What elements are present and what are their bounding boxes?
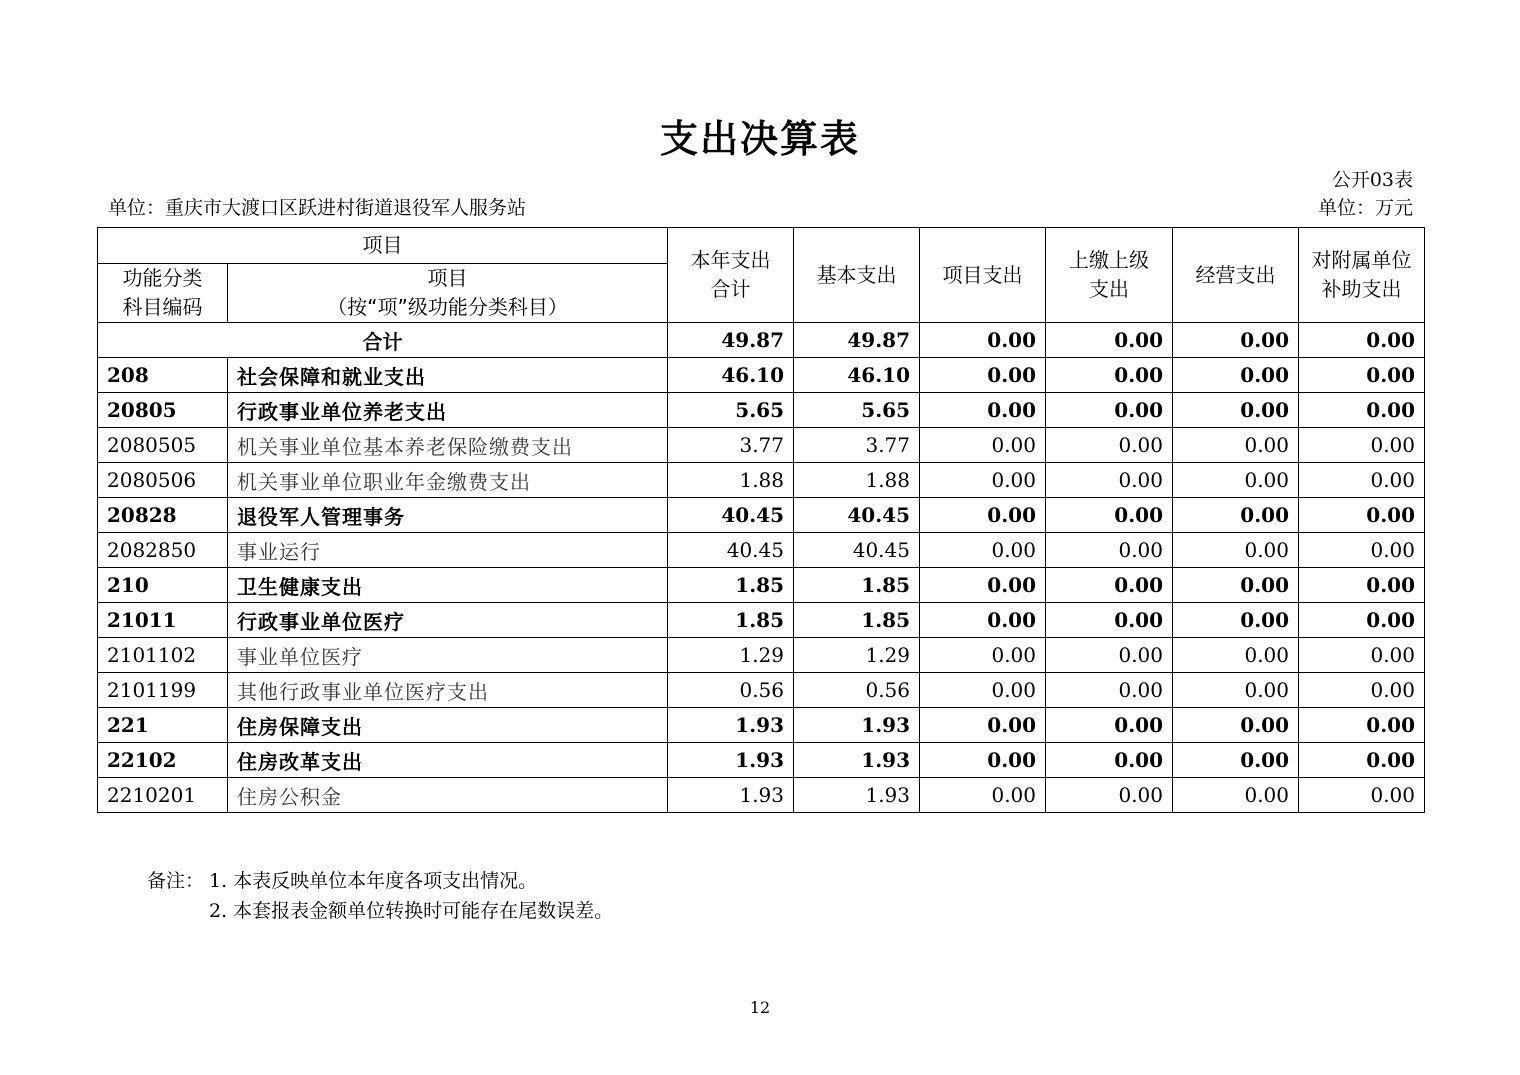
row-value: 0.00 — [1173, 358, 1299, 393]
table-row — [98, 463, 1425, 498]
header-upper: 上缴上级 支出 — [1046, 228, 1173, 323]
note-item: 1. 本表反映单位本年度各项支出情况。 — [209, 870, 538, 892]
row-name: 住房改革支出 — [228, 743, 668, 778]
total-value: 0.00 — [1173, 323, 1299, 358]
row-code: 20805 — [98, 393, 228, 428]
row-value: 1.85 — [668, 603, 794, 638]
row-value: 0.00 — [920, 743, 1046, 778]
row-value: 1.93 — [668, 778, 794, 813]
note-item: 2. 本套报表金额单位转换时可能存在尾数误差。 — [209, 900, 614, 922]
row-value: 0.00 — [1299, 708, 1425, 743]
row-code: 208 — [98, 358, 228, 393]
row-value: 0.00 — [1046, 463, 1173, 498]
row-value: 0.00 — [920, 603, 1046, 638]
row-value: 0.00 — [1299, 358, 1425, 393]
row-value: 0.00 — [920, 778, 1046, 813]
row-value: 40.45 — [668, 533, 794, 568]
row-value: 5.65 — [668, 393, 794, 428]
row-value: 0.00 — [1046, 638, 1173, 673]
row-value: 0.00 — [1173, 673, 1299, 708]
row-value: 0.00 — [920, 358, 1046, 393]
row-value: 0.00 — [920, 638, 1046, 673]
row-value: 0.00 — [1173, 603, 1299, 638]
row-value: 0.00 — [1173, 393, 1299, 428]
row-name: 其他行政事业单位医疗支出 — [228, 673, 668, 708]
row-value: 0.00 — [1299, 498, 1425, 533]
row-value: 0.00 — [1046, 673, 1173, 708]
row-value: 0.00 — [920, 673, 1046, 708]
row-value: 1.93 — [794, 743, 920, 778]
expenditure-table — [97, 227, 1425, 813]
row-name: 事业单位医疗 — [228, 638, 668, 673]
row-value: 0.00 — [1173, 533, 1299, 568]
row-value: 0.00 — [1173, 568, 1299, 603]
header-subsidy: 对附属单位 补助支出 — [1299, 228, 1425, 323]
row-value: 0.00 — [1173, 428, 1299, 463]
row-value: 0.00 — [1046, 568, 1173, 603]
row-value: 1.85 — [794, 603, 920, 638]
row-value: 1.85 — [794, 568, 920, 603]
header-business: 经营支出 — [1173, 228, 1299, 323]
row-value: 0.00 — [920, 533, 1046, 568]
row-value: 0.00 — [920, 463, 1046, 498]
total-value: 49.87 — [668, 323, 794, 358]
row-code: 2080506 — [98, 463, 228, 498]
header-name: 项目 （按“项”级功能分类科目） — [228, 264, 668, 323]
row-value: 0.00 — [1046, 533, 1173, 568]
row-value: 0.00 — [1046, 603, 1173, 638]
row-code: 210 — [98, 568, 228, 603]
row-value: 0.00 — [1046, 498, 1173, 533]
row-value: 0.00 — [1046, 393, 1173, 428]
row-code: 2080505 — [98, 428, 228, 463]
row-value: 0.00 — [1299, 533, 1425, 568]
header-total: 本年支出 合计 — [668, 228, 794, 323]
table-row — [98, 638, 1425, 673]
row-value: 0.00 — [1046, 708, 1173, 743]
row-name: 社会保障和就业支出 — [228, 358, 668, 393]
row-value: 0.00 — [1299, 568, 1425, 603]
row-name: 行政事业单位医疗 — [228, 603, 668, 638]
page-number: 12 — [749, 998, 771, 1017]
row-value: 5.65 — [794, 393, 920, 428]
row-value: 0.00 — [1173, 708, 1299, 743]
row-value: 0.00 — [920, 498, 1046, 533]
notes-label: 备注： — [147, 870, 205, 892]
row-value: 0.00 — [1046, 743, 1173, 778]
row-code: 20828 — [98, 498, 228, 533]
row-name: 行政事业单位养老支出 — [228, 393, 668, 428]
row-value: 0.00 — [1299, 638, 1425, 673]
row-value: 0.00 — [1299, 743, 1425, 778]
row-value: 1.88 — [668, 463, 794, 498]
total-label: 合计 — [98, 323, 668, 358]
row-name: 住房公积金 — [228, 778, 668, 813]
row-value: 0.00 — [1173, 463, 1299, 498]
row-value: 40.45 — [668, 498, 794, 533]
row-value: 0.00 — [1299, 428, 1425, 463]
row-value: 3.77 — [668, 428, 794, 463]
total-value: 0.00 — [1299, 323, 1425, 358]
row-name: 卫生健康支出 — [228, 568, 668, 603]
table-row — [98, 673, 1425, 708]
row-value: 0.00 — [920, 393, 1046, 428]
total-value: 49.87 — [794, 323, 920, 358]
row-value: 0.00 — [920, 428, 1046, 463]
table-row — [98, 393, 1425, 428]
row-name: 退役军人管理事务 — [228, 498, 668, 533]
row-value: 0.00 — [1299, 393, 1425, 428]
row-value: 0.56 — [668, 673, 794, 708]
row-code: 2101102 — [98, 638, 228, 673]
table-row — [98, 708, 1425, 743]
table-row — [98, 428, 1425, 463]
row-value: 0.00 — [920, 568, 1046, 603]
row-value: 1.85 — [668, 568, 794, 603]
row-value: 40.45 — [794, 498, 920, 533]
row-value: 0.00 — [1299, 603, 1425, 638]
table-row — [98, 358, 1425, 393]
page-title: 支出决算表 — [659, 117, 860, 161]
row-value: 1.93 — [794, 778, 920, 813]
unit-organization: 单位：重庆市大渡口区跃进村街道退役军人服务站 — [108, 197, 527, 219]
form-number: 公开03表 — [1331, 169, 1413, 191]
table-row — [98, 743, 1425, 778]
table-row — [98, 498, 1425, 533]
row-value: 0.00 — [1299, 778, 1425, 813]
row-value: 1.93 — [668, 743, 794, 778]
row-value: 1.29 — [668, 638, 794, 673]
total-row — [98, 323, 1425, 358]
header-item-group: 项目 — [98, 228, 668, 264]
row-value: 0.00 — [1299, 673, 1425, 708]
row-name: 机关事业单位基本养老保险缴费支出 — [228, 428, 668, 463]
row-value: 0.00 — [1046, 358, 1173, 393]
row-value: 46.10 — [668, 358, 794, 393]
row-value: 0.00 — [1046, 778, 1173, 813]
row-value: 0.00 — [1173, 778, 1299, 813]
row-value: 0.00 — [1299, 463, 1425, 498]
row-value: 0.00 — [1173, 498, 1299, 533]
row-value: 0.00 — [1173, 743, 1299, 778]
row-value: 0.00 — [1173, 638, 1299, 673]
table-row — [98, 603, 1425, 638]
row-code: 21011 — [98, 603, 228, 638]
notes — [147, 866, 613, 926]
row-code: 2101199 — [98, 673, 228, 708]
row-value: 1.29 — [794, 638, 920, 673]
row-value: 0.00 — [1046, 428, 1173, 463]
header-basic: 基本支出 — [794, 228, 920, 323]
total-value: 0.00 — [1046, 323, 1173, 358]
table-row — [98, 568, 1425, 603]
row-value: 0.56 — [794, 673, 920, 708]
row-code: 2210201 — [98, 778, 228, 813]
row-value: 40.45 — [794, 533, 920, 568]
row-value: 0.00 — [920, 708, 1046, 743]
header-project: 项目支出 — [920, 228, 1046, 323]
row-value: 1.88 — [794, 463, 920, 498]
header-code: 功能分类 科目编码 — [98, 264, 228, 323]
row-name: 事业运行 — [228, 533, 668, 568]
row-name: 机关事业单位职业年金缴费支出 — [228, 463, 668, 498]
total-value: 0.00 — [920, 323, 1046, 358]
row-value: 46.10 — [794, 358, 920, 393]
table-row — [98, 778, 1425, 813]
row-code: 221 — [98, 708, 228, 743]
row-code: 2082850 — [98, 533, 228, 568]
row-value: 3.77 — [794, 428, 920, 463]
row-name: 住房保障支出 — [228, 708, 668, 743]
row-code: 22102 — [98, 743, 228, 778]
row-value: 1.93 — [668, 708, 794, 743]
table-row — [98, 533, 1425, 568]
unit-money: 单位：万元 — [1317, 197, 1413, 219]
row-value: 1.93 — [794, 708, 920, 743]
